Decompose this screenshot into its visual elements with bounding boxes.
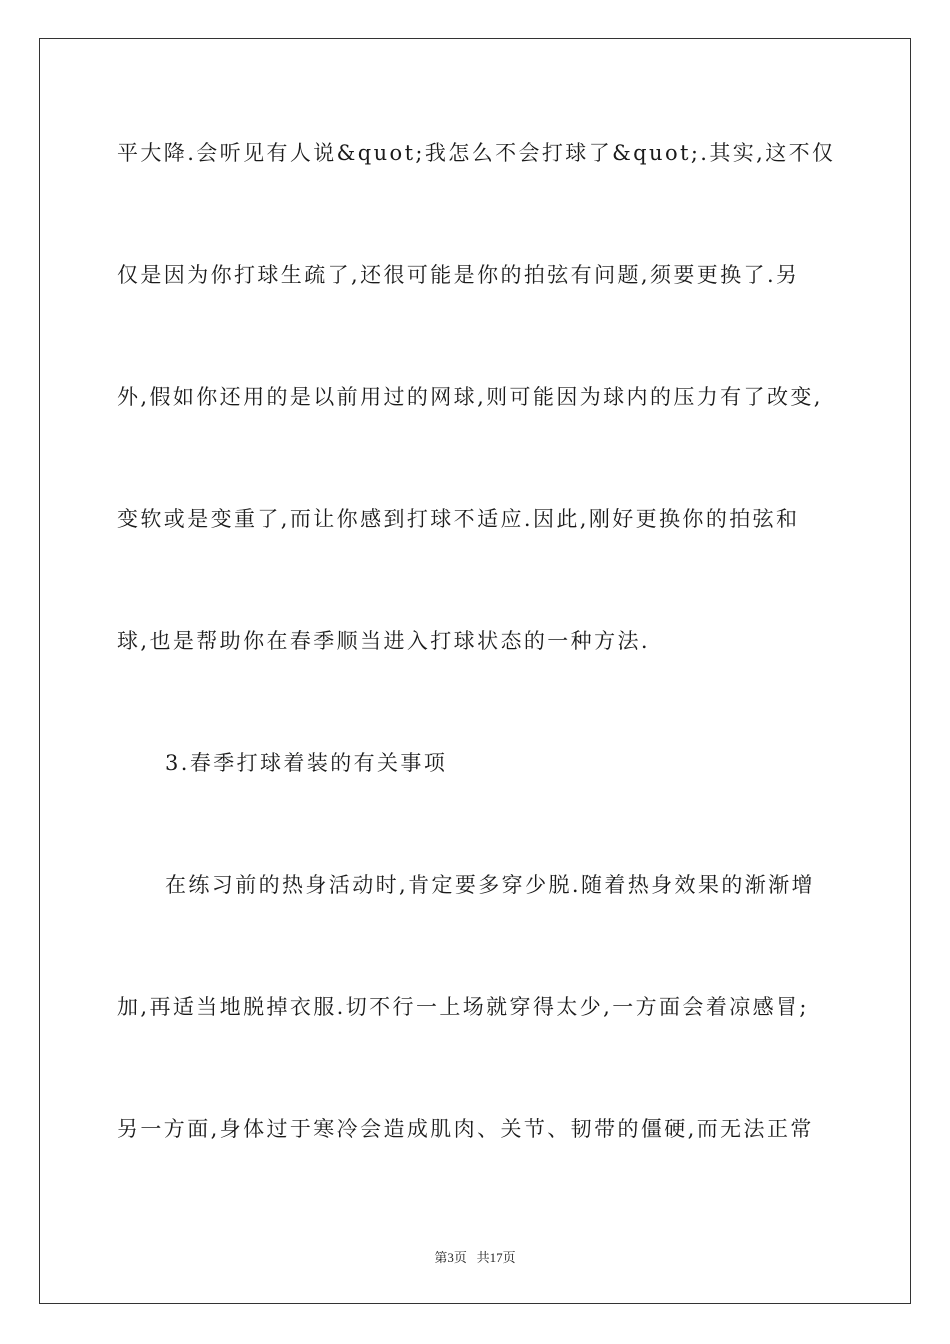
paragraph-line: 加,再适当地脱掉衣服.切不行一上场就穿得太少,一方面会着凉感冒; — [117, 995, 809, 1019]
section-heading: 3.春季打球着装的有关事项 — [165, 751, 448, 775]
paragraph-line: 在练习前的热身活动时,肯定要多穿少脱.随着热身效果的渐渐增 — [165, 873, 815, 897]
paragraph-line: 球,也是帮助你在春季顺当进入打球状态的一种方法. — [117, 629, 650, 653]
paragraph-line: 平大降.会听见有人说&quot;我怎么不会打球了&quot;.其实,这不仅 — [117, 141, 836, 165]
paragraph-line: 仅是因为你打球生疏了,还很可能是你的拍弦有问题,须要更换了.另 — [117, 263, 800, 287]
page-footer — [0, 1247, 950, 1266]
page-total: 共17页 — [476, 1250, 516, 1265]
document-body — [117, 118, 837, 1216]
paragraph-line: 变软或是变重了,而让你感到打球不适应.因此,刚好更换你的拍弦和 — [117, 507, 800, 531]
page-number: 第3页 — [434, 1250, 467, 1265]
paragraph-line: 另一方面,身体过于寒冷会造成肌肉、关节、韧带的僵硬,而无法正常 — [117, 1117, 814, 1141]
paragraph-line: 外,假如你还用的是以前用过的网球,则可能因为球内的压力有了改变, — [117, 385, 823, 409]
